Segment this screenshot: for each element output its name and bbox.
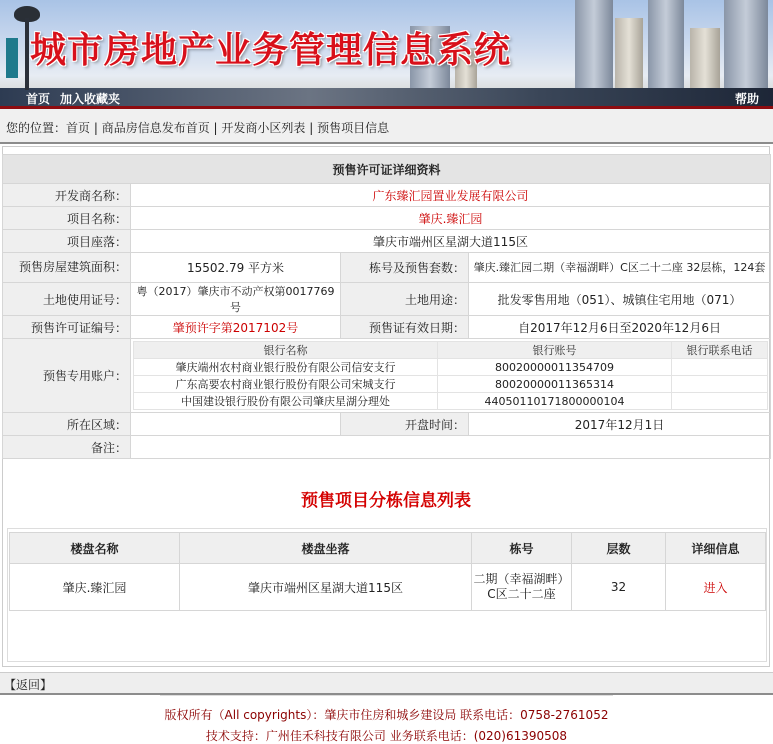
building-graphic <box>724 0 768 88</box>
breadcrumb-home[interactable]: 首页 <box>66 121 91 135</box>
bank-account: 44050110171800000104 <box>438 393 672 410</box>
back-link[interactable]: 【返回】 <box>4 678 53 692</box>
permit-no-label: 预售许可证编号： <box>3 316 131 339</box>
permit-valid-label: 预售证有效日期： <box>341 316 469 339</box>
row-location: 肇庆市端州区星湖大道115区 <box>180 564 472 611</box>
developer-value: 广东臻汇园置业发展有限公司 <box>131 184 771 207</box>
area-value: 15502.79 平方米 <box>131 253 341 283</box>
footer-divider <box>160 695 613 696</box>
bank-row <box>134 359 768 376</box>
bank-phone <box>672 376 768 393</box>
breadcrumb-prefix: 您的位置： <box>6 121 67 135</box>
building-graphic <box>575 0 613 88</box>
remark-label: 备注： <box>3 436 131 459</box>
site-title: 城市房地产业务管理信息系统 <box>30 29 512 71</box>
bank-name-header: 银行名称 <box>134 342 438 359</box>
row-name: 肇庆.臻汇园 <box>10 564 180 611</box>
remark-value <box>131 436 771 459</box>
col-header-detail: 详细信息 <box>666 533 766 564</box>
permit-no-value: 肇预许字第2017102号 <box>131 316 341 339</box>
breadcrumb-separator: | <box>209 121 222 135</box>
bank-accounts-table <box>133 341 768 410</box>
bank-phone <box>672 393 768 410</box>
header-banner <box>0 0 773 108</box>
breadcrumb-separator: | <box>305 121 318 135</box>
building-list-table <box>9 532 766 611</box>
bank-row <box>134 376 768 393</box>
account-label: 预售专用账户： <box>3 339 131 413</box>
permit-valid-value: 自2017年12月6日至2020年12月6日 <box>469 316 771 339</box>
back-bar <box>0 672 773 695</box>
footer-support: 技术支持：广州佳禾科技有限公司 业务联系电话：(020)61390508 <box>205 729 568 743</box>
bank-phone <box>672 359 768 376</box>
land-cert-label: 土地使用证号： <box>3 283 131 316</box>
row-enter-link[interactable]: 进入 <box>666 564 766 611</box>
bank-name: 肇庆端州农村商业银行股份有限公司信安支行 <box>134 359 438 376</box>
bank-account-header: 银行账号 <box>438 342 672 359</box>
home-link[interactable]: 首页 <box>26 92 51 106</box>
bank-accounts-cell <box>131 339 771 413</box>
building-graphic <box>648 0 684 88</box>
help-link[interactable]: 帮助 <box>734 92 759 106</box>
breadcrumb-separator: | <box>90 121 102 135</box>
land-cert-value: 粤（2017）肇庆市不动产权第0017769号 <box>131 283 341 316</box>
bank-phone-header: 银行联系电话 <box>672 342 768 359</box>
top-links <box>26 90 130 107</box>
bank-row <box>134 393 768 410</box>
col-header-location: 楼盘坐落 <box>180 533 472 564</box>
opening-label: 开盘时间： <box>341 413 469 436</box>
col-header-name: 楼盘名称 <box>10 533 180 564</box>
col-header-floors: 层数 <box>572 533 666 564</box>
building-graphic <box>615 18 643 88</box>
opening-value: 2017年12月1日 <box>469 413 771 436</box>
permit-detail-table <box>2 154 771 459</box>
row-building: 二期（幸福湖畔）C区二十二座 <box>472 564 572 611</box>
buildings-value: 肇庆.臻汇园二期（幸福湖畔）C区二十二座 32层栋，124套 <box>469 253 771 283</box>
area-label: 预售房屋建筑面积： <box>3 253 131 283</box>
banner-flag-graphic <box>6 38 18 78</box>
district-value <box>131 413 341 436</box>
building-graphic <box>690 28 720 88</box>
col-header-building: 栋号 <box>472 533 572 564</box>
project-label: 项目名称： <box>3 207 131 230</box>
breadcrumb-current: 预售项目信息 <box>317 121 390 135</box>
building-list-title: 预售项目分栋信息列表 <box>301 491 471 511</box>
footer-copyright: 版权所有（All copyrights）：肇庆市住房和城乡建设局 联系电话：0758-2761052 <box>164 708 609 722</box>
breadcrumb <box>0 109 773 144</box>
table-row <box>10 564 766 611</box>
developer-label: 开发商名称： <box>3 184 131 207</box>
detail-section-title: 预售许可证详细资料 <box>3 155 771 184</box>
land-use-value: 批发零售用地（051）、城镇住宅用地（071） <box>469 283 771 316</box>
buildings-label: 栋号及预售套数： <box>341 253 469 283</box>
location-label: 项目座落： <box>3 230 131 253</box>
breadcrumb-housing-home[interactable]: 商品房信息发布首页 <box>101 121 210 135</box>
bank-account: 80020000011365314 <box>438 376 672 393</box>
district-label: 所在区域： <box>3 413 131 436</box>
row-floors: 32 <box>572 564 666 611</box>
bank-name: 广东高要农村商业银行股份有限公司宋城支行 <box>134 376 438 393</box>
project-value: 肇庆.臻汇园 <box>131 207 771 230</box>
bank-name: 中国建设银行股份有限公司肇庆星湖分理处 <box>134 393 438 410</box>
add-favorite-link[interactable]: 加入收藏夹 <box>60 92 121 106</box>
location-value: 肇庆市端州区星湖大道115区 <box>131 230 771 253</box>
land-use-label: 土地用途： <box>341 283 469 316</box>
breadcrumb-developer-list[interactable]: 开发商小区列表 <box>221 121 306 135</box>
bank-account: 80020000011354709 <box>438 359 672 376</box>
lamp-post-graphic <box>25 18 29 90</box>
